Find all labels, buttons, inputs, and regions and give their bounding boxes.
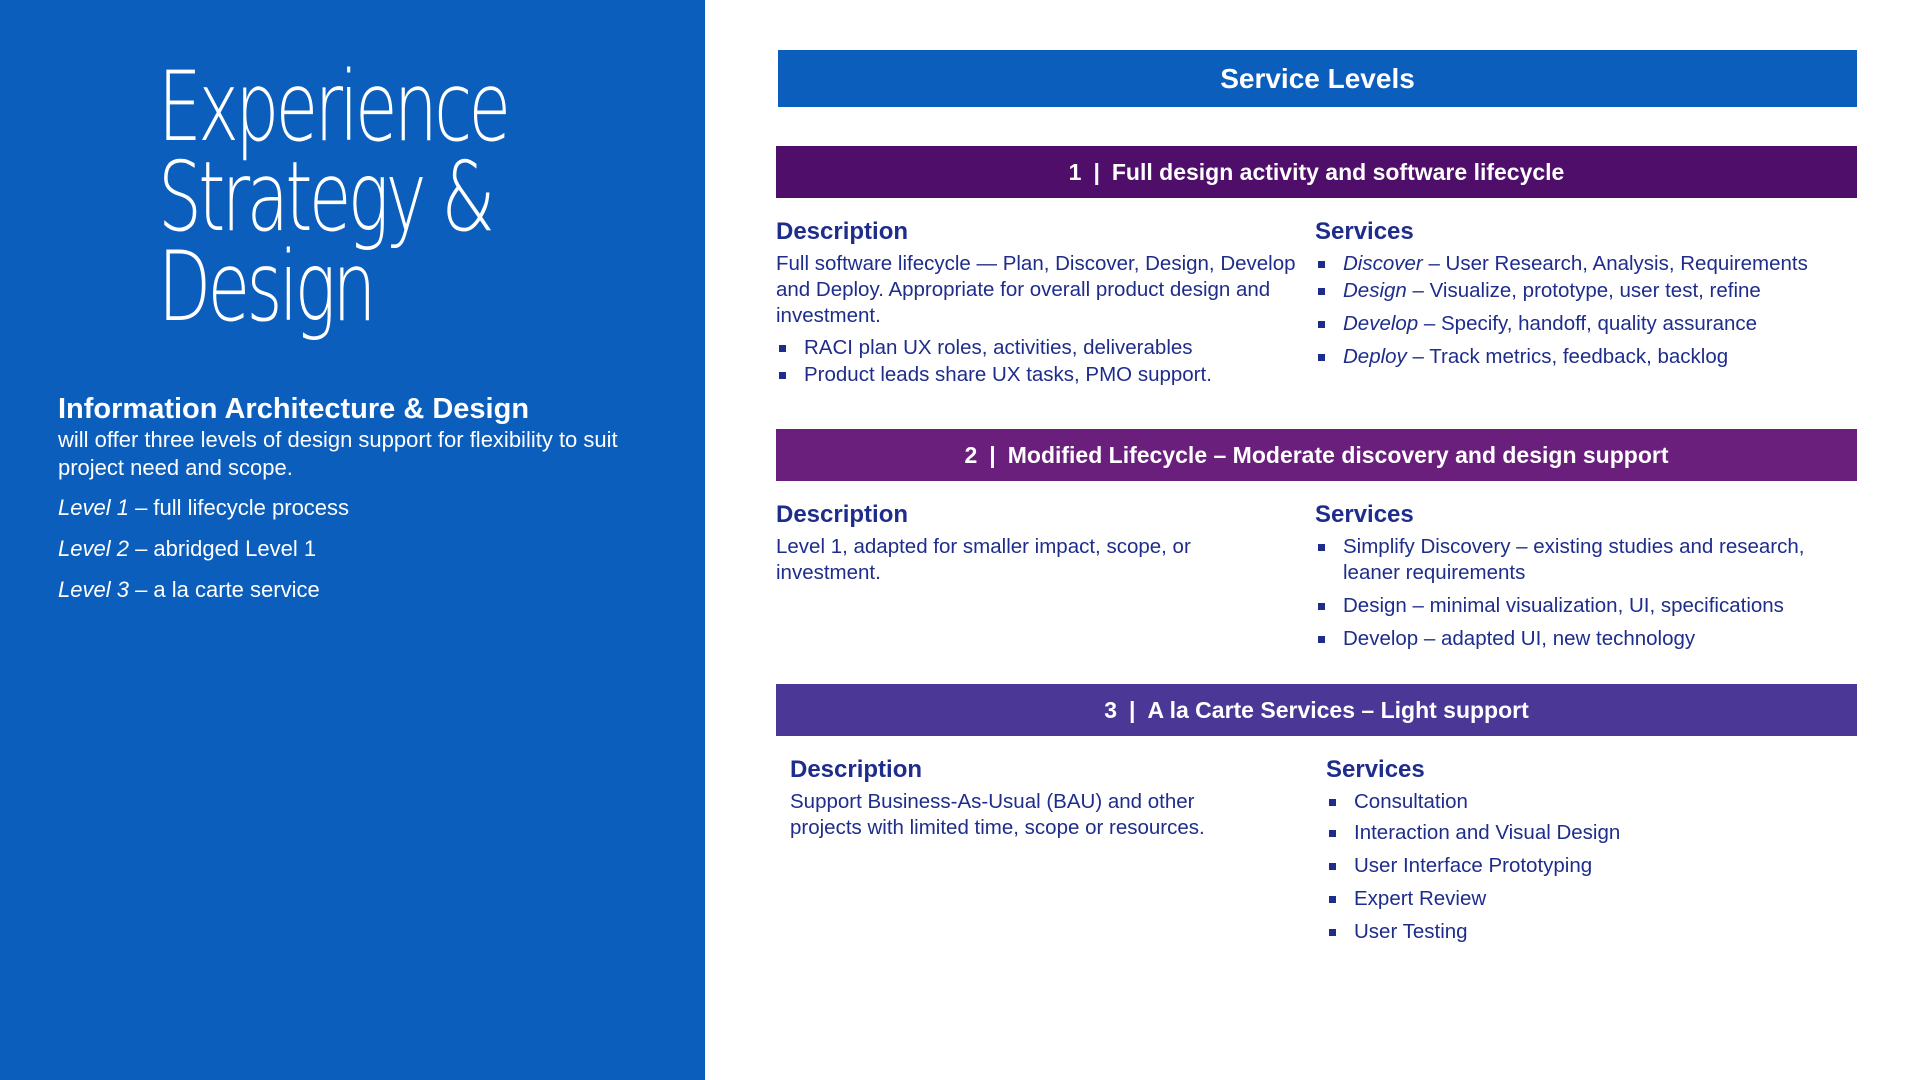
page-title: [158, 51, 532, 343]
description-heading: Description: [790, 756, 923, 783]
service-text: – User Research, Analysis, Requirements: [1422, 252, 1808, 275]
bullet-icon: [1329, 799, 1336, 806]
intro-block: [58, 392, 658, 617]
level-name: Level 1: [58, 495, 129, 520]
section-3-description: [790, 755, 1270, 841]
list-item: [1326, 789, 1856, 815]
list-item: [1315, 593, 1860, 619]
list-item: [776, 362, 1296, 388]
list-item-text: Simplify Discovery – existing studies and research, leaner requirements: [1343, 535, 1805, 584]
level-desc: – abridged Level 1: [128, 536, 317, 561]
bullet-icon: [779, 372, 786, 379]
service-levels-header: Service Levels: [778, 50, 1857, 107]
section-2-services: [1315, 500, 1860, 659]
description-heading: Description: [776, 218, 909, 245]
bullet-icon: [779, 345, 786, 352]
title-line: Experience: [158, 51, 508, 163]
list-item: [1326, 853, 1856, 879]
section-1-bar: [776, 146, 1857, 198]
section-2-bar: [776, 429, 1857, 481]
section-title: Modified Lifecycle – Moderate discovery and design support: [1007, 441, 1669, 468]
section-3-services: [1326, 755, 1856, 952]
level-desc: – full lifecycle process: [128, 495, 350, 520]
list-item: [1315, 311, 1860, 337]
services-list: [1315, 251, 1860, 370]
list-item-text: Consultation: [1354, 790, 1468, 813]
intro-heading: Information Architecture & Design: [58, 393, 530, 425]
description-text: Full software lifecycle — Plan, Discover, Design, Develop and Deploy. Appropriate for overall product design and investment.: [776, 252, 1296, 327]
section-separator: |: [989, 441, 996, 468]
bullet-icon: [1329, 830, 1336, 837]
list-item-text: Interaction and Visual Design: [1354, 821, 1621, 844]
list-item: [1326, 886, 1856, 912]
services-heading: Services: [1315, 218, 1414, 245]
bullet-icon: [1318, 321, 1325, 328]
levels-list: [58, 494, 658, 604]
level-name: Level 3: [58, 577, 129, 602]
description-heading: Description: [776, 501, 909, 528]
bullet-icon: [1329, 896, 1336, 903]
section-separator: |: [1129, 696, 1136, 723]
section-3-bar: [776, 684, 1857, 736]
section-2-description: [776, 500, 1246, 586]
service-term: Discover: [1343, 252, 1423, 275]
list-item-text: Design – minimal visualization, UI, specifications: [1343, 594, 1784, 617]
level-item: [58, 576, 658, 604]
services-heading: Services: [1315, 501, 1414, 528]
title-line: Strategy &: [158, 141, 492, 253]
list-item: [1326, 820, 1856, 846]
intro-text: will offer three levels of design support for flexibility to suit project need and scope.: [58, 427, 618, 480]
description-text: Support Business-As-Usual (BAU) and other projects with limited time, scope or resources.: [790, 790, 1205, 839]
list-item: [1315, 251, 1860, 277]
bullet-icon: [1329, 863, 1336, 870]
service-term: Deploy: [1343, 345, 1407, 368]
bullet-icon: [1318, 288, 1325, 295]
bullet-icon: [1318, 544, 1325, 551]
list-item: [1315, 344, 1860, 370]
list-item-text: Expert Review: [1354, 887, 1487, 910]
services-heading: Services: [1326, 756, 1425, 783]
list-item-text: Product leads share UX tasks, PMO support.: [804, 363, 1212, 386]
bullet-icon: [1318, 354, 1325, 361]
bullet-icon: [1318, 603, 1325, 610]
bullet-icon: [1318, 261, 1325, 268]
title-line: Design: [158, 231, 373, 343]
services-list: [1326, 789, 1856, 945]
level-item: [58, 494, 658, 522]
list-item-text: Develop – adapted UI, new technology: [1343, 627, 1696, 650]
section-number: 1: [1068, 158, 1082, 185]
section-title: A la Carte Services – Light support: [1147, 696, 1529, 723]
service-text: – Visualize, prototype, user test, refine: [1406, 279, 1761, 302]
section-separator: |: [1093, 158, 1100, 185]
service-term: Design: [1343, 279, 1407, 302]
service-text: – Track metrics, feedback, backlog: [1406, 345, 1729, 368]
level-desc: – a la carte service: [128, 577, 320, 602]
section-number: 3: [1104, 696, 1118, 723]
section-number: 2: [964, 441, 978, 468]
list-item: [1315, 278, 1860, 304]
section-1-description: [776, 217, 1296, 389]
list-item-text: User Testing: [1354, 920, 1468, 943]
bullet-icon: [1318, 636, 1325, 643]
services-list: [1315, 534, 1860, 652]
description-bullets: [776, 335, 1296, 388]
list-item: [776, 335, 1296, 361]
level-name: Level 2: [58, 536, 129, 561]
list-item-text: RACI plan UX roles, activities, deliverables: [804, 336, 1193, 359]
section-title: Full design activity and software lifecycle: [1111, 158, 1565, 185]
service-text: – Specify, handoff, quality assurance: [1418, 312, 1758, 335]
list-item: [1326, 919, 1856, 945]
list-item: [1315, 626, 1860, 652]
service-term: Develop: [1343, 312, 1419, 335]
section-1-services: [1315, 217, 1860, 377]
bullet-icon: [1329, 929, 1336, 936]
description-text: Level 1, adapted for smaller impact, scope, or investment.: [776, 535, 1191, 584]
left-panel: [0, 0, 705, 1080]
level-item: [58, 535, 658, 563]
list-item-text: User Interface Prototyping: [1354, 854, 1593, 877]
list-item: [1315, 534, 1860, 586]
